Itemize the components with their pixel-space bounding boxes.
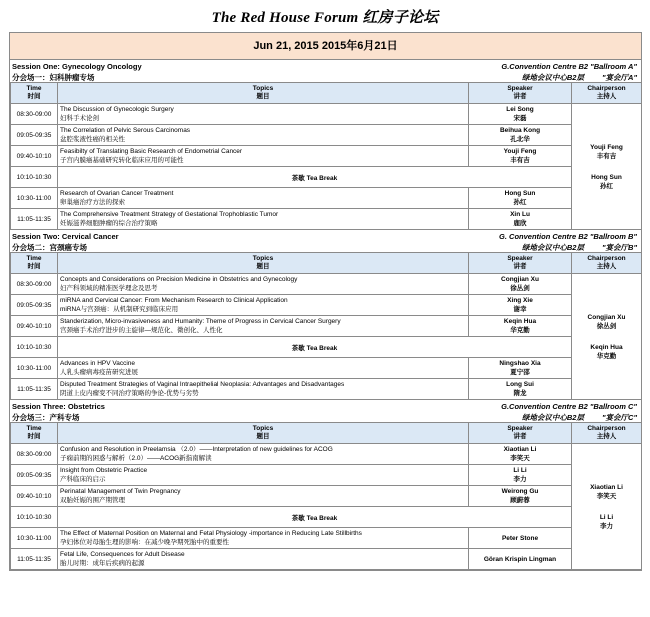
topic-title-cn: miRNA与宫颈癌：从机制研究到临床应用 (60, 306, 179, 313)
chair-name-cn: 徐丛剑 (596, 322, 617, 330)
topic-cell (58, 104, 469, 125)
table-row (11, 507, 642, 528)
speaker-cell (469, 146, 572, 167)
time-cell: 11:05-11:35 (11, 379, 58, 400)
topic-cell (58, 188, 469, 209)
speaker-name: Beihua Kong (499, 127, 541, 134)
table-row (11, 316, 642, 337)
speaker-name: Xing Xie (507, 297, 533, 304)
header-label: Topics (252, 425, 274, 432)
header-label-cn: 题目 (256, 433, 270, 440)
header-label: Time (26, 255, 42, 262)
chair-name: Xiaotian Li (590, 483, 623, 491)
topic-title-cn: 产科临床的启示 (60, 476, 106, 483)
session-header (10, 60, 641, 82)
table-row (11, 337, 642, 358)
session-venue-cn (522, 72, 637, 83)
session-venue-cn (522, 242, 637, 253)
date-bar: Jun 21, 2015 2015年6月21日 (10, 33, 641, 60)
speaker-name-cn: 孔北华 (510, 136, 530, 143)
column-header-speaker (469, 253, 572, 274)
speaker-name: Long Sui (506, 381, 534, 388)
chair-name-cn: 孙红 (600, 182, 613, 190)
table-row (11, 486, 642, 507)
speaker-name-cn: 夏宁邵 (510, 369, 530, 376)
header-label-cn: 题目 (256, 93, 270, 100)
speaker-name: Xin Lu (510, 211, 530, 218)
chair-name: Youji Feng (590, 143, 623, 151)
topic-title-cn: 子宫内膜癌基础研究转化临床应用的可能性 (60, 157, 184, 164)
column-header-chairperson (572, 83, 642, 104)
session-title-cn: 分会场一：妇科肿瘤专场 (12, 73, 95, 82)
topic-cell (58, 549, 469, 570)
time-cell: 09:05-09:35 (11, 465, 58, 486)
header-label: Time (26, 425, 42, 432)
topic-title-cn: 盆腔浆液性癌的相关性 (60, 136, 125, 143)
table-row (11, 295, 642, 316)
topic-title-cn: 妊娠滋养细胞肿瘤的综合治疗策略 (60, 220, 158, 227)
column-header-time (11, 253, 58, 274)
header-label: Chairperson (587, 85, 626, 92)
topic-cell (58, 358, 469, 379)
speaker-name: Göran Krispin Lingman (483, 555, 557, 563)
session-title: Session Two: Cervical Cancer (12, 232, 119, 241)
session-title: Session One: Gynecology Oncology (12, 62, 142, 71)
speaker-name: Ningshao Xia (499, 360, 541, 367)
venue-floor: 绿地会议中心B2层 (521, 73, 584, 82)
time-cell: 10:10-10:30 (11, 167, 58, 188)
speaker-name: Hong Sun (504, 190, 536, 197)
speaker-name: Keqin Hua (503, 318, 537, 325)
table-row (11, 209, 642, 230)
time-cell: 10:30-11:00 (11, 528, 58, 549)
table-row (11, 167, 642, 188)
table-row (11, 465, 642, 486)
speaker-name-cn: 鹿欣 (513, 220, 527, 227)
speaker-name: Weirong Gu (501, 488, 539, 495)
header-label: Time (26, 85, 42, 92)
speaker-name: Li Li (513, 467, 527, 474)
header-label: Speaker (507, 85, 533, 92)
time-cell: 08:30-09:00 (11, 104, 58, 125)
header-label: Chairperson (587, 255, 626, 262)
session-table (10, 82, 642, 230)
speaker-cell (469, 528, 572, 549)
speaker-cell (469, 104, 572, 125)
time-cell: 09:40-10:10 (11, 486, 58, 507)
time-cell: 10:10-10:30 (11, 507, 58, 528)
topic-cell (58, 125, 469, 146)
header-label: Topics (252, 255, 274, 262)
speaker-name: Lei Song (506, 106, 534, 113)
chairperson-cell (572, 104, 642, 230)
topic-cell (58, 465, 469, 486)
topic-title-cn: 胎儿时期：成年后疾病的起源 (60, 560, 145, 567)
speaker-name-cn: 丰有吉 (510, 157, 530, 164)
time-cell: 10:10-10:30 (11, 337, 58, 358)
session-header (10, 230, 641, 252)
table-header-row (11, 423, 642, 444)
header-label: Chairperson (587, 425, 626, 432)
tea-break-cell: 茶歇 Tea Break (58, 337, 572, 358)
session-venue: G.Convention Centre B2 "Ballroom A" (501, 62, 637, 71)
table-header-row (11, 83, 642, 104)
chair-name: Hong Sun (591, 173, 622, 181)
column-header-time (11, 83, 58, 104)
topic-title: miRNA and Cervical Cancer: From Mechanism Research to Clinical Application (60, 297, 288, 304)
table-header-row (11, 253, 642, 274)
speaker-cell (469, 209, 572, 230)
chair-name: Li Li (599, 513, 614, 521)
table-row (11, 444, 642, 465)
tea-break-cell: 茶歇 Tea Break (58, 507, 572, 528)
speaker-cell (469, 316, 572, 337)
topic-title: The Correlation of Pelvic Serous Carcinomas (60, 127, 191, 134)
header-label-cn: 讲者 (513, 93, 527, 100)
chair-gap (574, 331, 639, 343)
column-header-time (11, 423, 58, 444)
topic-title-cn: 人乳头瘤病毒疫苗研究进展 (60, 369, 138, 376)
time-cell: 08:30-09:00 (11, 274, 58, 295)
header-label-cn: 时间 (27, 263, 41, 270)
time-cell: 11:05-11:35 (11, 549, 58, 570)
header-label-cn: 讲者 (513, 433, 527, 440)
speaker-name-cn: 谢幸 (513, 306, 527, 313)
session-table (10, 252, 642, 400)
topic-title: Confusion and Resolution in Preelamsia （2.0）——Interpretation of new guidelines for ACOG (60, 446, 333, 453)
speaker-name-cn: 隋龙 (513, 390, 527, 397)
chair-gap (574, 161, 639, 173)
page-title: The Red House Forum 红房子论坛 (211, 10, 439, 26)
speaker-name: Peter Stone (501, 534, 539, 542)
column-header-speaker (469, 83, 572, 104)
topic-cell (58, 379, 469, 400)
session-venue-cn (522, 412, 637, 423)
speaker-name: Youji Feng (503, 148, 537, 155)
column-header-chairperson (572, 423, 642, 444)
session-venue: G.Convention Centre B2 "Ballroom C" (501, 402, 637, 411)
session-venue: G. Convention Centre B2 "Ballroom B" (499, 232, 637, 241)
venue-floor: 绿地会议中心B2层 (521, 243, 584, 252)
speaker-cell (469, 188, 572, 209)
venue-room: "宴会厅B" (601, 243, 637, 252)
topic-cell (58, 486, 469, 507)
time-cell: 09:05-09:35 (11, 295, 58, 316)
topic-title: Concepts and Considerations on Precision Medicine in Obstetrics and Gynecology (60, 276, 298, 283)
speaker-name: Congjian Xu (501, 276, 539, 283)
time-cell: 11:05-11:35 (11, 209, 58, 230)
speaker-cell (469, 444, 572, 465)
venue-room: "宴会厅C" (601, 413, 637, 422)
chair-name-cn: 丰有吉 (596, 152, 617, 160)
speaker-name-cn: 李笑天 (510, 455, 530, 462)
chairperson-cell (572, 274, 642, 400)
topic-title-cn: 宫颈癌手术治疗进步的主旋律—规范化、微创化、人性化 (60, 327, 223, 334)
topic-title: Perinatal Management of Twin Pregnancy (60, 488, 181, 495)
speaker-name-cn: 徐丛剑 (510, 285, 530, 292)
topic-cell (58, 444, 469, 465)
time-cell: 10:30-11:00 (11, 188, 58, 209)
topic-title: The Comprehensive Treatment Strategy of Gestational Trophoblastic Tumor (60, 211, 279, 218)
header-label-cn: 主持人 (596, 263, 617, 270)
speaker-cell (469, 549, 572, 570)
topic-title: Feasibilty of Translating Basic Research of Endometrial Cancer (60, 148, 243, 155)
topic-title: Advances in HPV Vaccine (60, 360, 136, 367)
header-label-cn: 题目 (256, 263, 270, 270)
header-label: Speaker (507, 425, 533, 432)
speaker-cell (469, 295, 572, 316)
venue-floor: 绿地会议中心B2层 (521, 413, 584, 422)
speaker-name-cn: 顾蔚蓉 (510, 497, 530, 504)
session-title: Session Three: Obstetrics (12, 402, 105, 411)
topic-title: The Discussion of Gynecologic Surgery (60, 106, 174, 113)
venue-room: "宴会厅A" (601, 73, 637, 82)
topic-title: Standerization, Micro-invasiveness and Humanity: Theme of Progress in Cervical Cancer Surgery (60, 318, 341, 325)
table-row (11, 358, 642, 379)
header-label-cn: 时间 (27, 433, 41, 440)
speaker-cell (469, 125, 572, 146)
time-cell: 09:40-10:10 (11, 146, 58, 167)
column-header-topics (58, 423, 469, 444)
topic-cell (58, 209, 469, 230)
topic-title-cn: 卵巢癌治疗方法的探索 (60, 199, 125, 206)
time-cell: 08:30-09:00 (11, 444, 58, 465)
chair-name-cn: 华克勤 (596, 352, 617, 360)
table-row (11, 549, 642, 570)
speaker-cell (469, 486, 572, 507)
chair-name-cn: 李笑天 (596, 492, 617, 500)
table-row (11, 104, 642, 125)
table-row (11, 125, 642, 146)
chairperson-cell (572, 444, 642, 570)
header-label: Speaker (507, 255, 533, 262)
topic-cell (58, 528, 469, 549)
topic-title-cn: 妇产科领域的精准医学理念及思考 (60, 285, 158, 292)
topic-cell (58, 146, 469, 167)
speaker-name-cn: 李力 (513, 476, 527, 483)
speaker-cell (469, 379, 572, 400)
column-header-topics (58, 253, 469, 274)
speaker-name: Xiaotian Li (503, 446, 537, 453)
header-label-cn: 主持人 (596, 433, 617, 440)
topic-title: Fetal Life, Consequences for Adult Disease (60, 551, 185, 558)
topic-title-cn: 阴道上皮内瘤变不同治疗策略的争论-优势与劣势 (60, 390, 199, 397)
session-title-cn: 分会场二：宫颈癌专场 (12, 243, 87, 252)
chair-gap (574, 501, 639, 513)
topic-cell (58, 316, 469, 337)
header-label-cn: 主持人 (596, 93, 617, 100)
topic-title-cn: 子痫前期的困惑与解析（2.0）——ACOG新指南解读 (60, 455, 212, 462)
sessions-container (10, 60, 641, 570)
table-row (11, 146, 642, 167)
speaker-name-cn: 华克勤 (510, 327, 530, 334)
topic-title: Insight from Obstetric Practice (60, 467, 148, 474)
header-label-cn: 讲者 (513, 263, 527, 270)
time-cell: 09:05-09:35 (11, 125, 58, 146)
chair-name: Keqin Hua (590, 343, 623, 351)
agenda-frame (9, 32, 642, 571)
column-header-topics (58, 83, 469, 104)
speaker-name-cn: 孙红 (513, 199, 527, 206)
session-header (10, 400, 641, 422)
chair-name: Congjian Xu (587, 313, 626, 321)
topic-title-cn: 双胎妊娠的围产期管理 (60, 497, 125, 504)
header-label: Topics (252, 85, 274, 92)
column-header-chairperson (572, 253, 642, 274)
table-row (11, 274, 642, 295)
tea-break-cell: 茶歇 Tea Break (58, 167, 572, 188)
session-table (10, 422, 642, 570)
topic-title: Research of Ovarian Cancer Treatment (60, 190, 174, 197)
speaker-name-cn: 宋磊 (513, 115, 527, 122)
header-label-cn: 时间 (27, 93, 41, 100)
speaker-cell (469, 358, 572, 379)
chair-name-cn: 李力 (600, 522, 613, 530)
topic-cell (58, 295, 469, 316)
table-row (11, 379, 642, 400)
topic-title-cn: 妇科手术论剑 (60, 115, 99, 122)
time-cell: 09:40-10:10 (11, 316, 58, 337)
topic-title-cn: 孕妇体位对母胎生理的影响：在减少晚孕期死胎中的重要性 (60, 539, 229, 546)
table-row (11, 528, 642, 549)
topic-title: The Effect of Maternal Position on Maternal and Fetal Physiology -importance in Reducing Late Stillbirths (60, 530, 362, 537)
column-header-speaker (469, 423, 572, 444)
speaker-cell (469, 274, 572, 295)
table-row (11, 188, 642, 209)
time-cell: 10:30-11:00 (11, 358, 58, 379)
topic-cell (58, 274, 469, 295)
topic-title: Disputed Treatment Strategies of Vaginal Intraepithelial Neoplasia: Advantages and Disadvantages (60, 381, 345, 388)
session-title-cn: 分会场三：产科专场 (12, 413, 80, 422)
speaker-cell (469, 465, 572, 486)
